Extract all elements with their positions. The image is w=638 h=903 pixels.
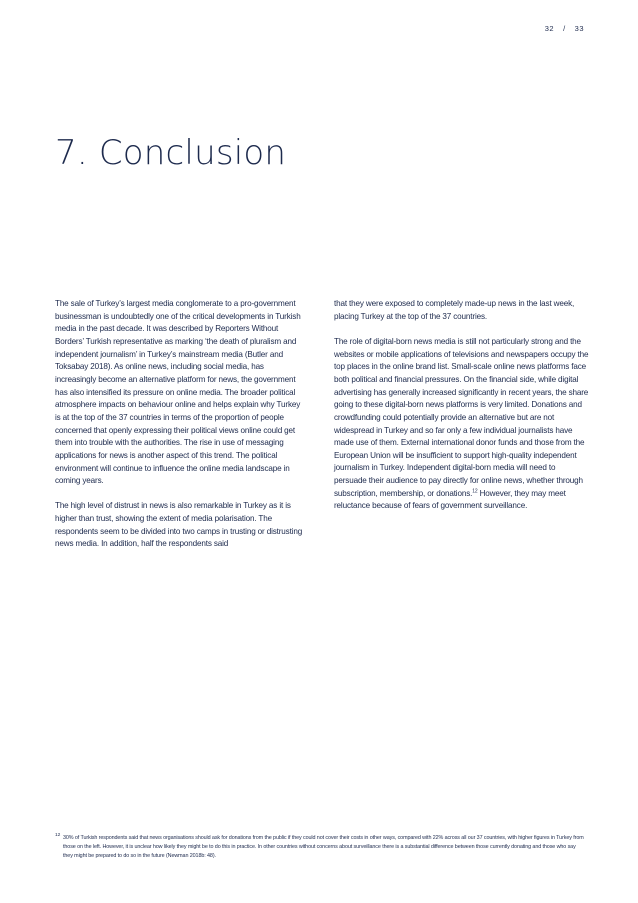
right-paragraph-1: that they were exposed to completely made-up news in the last week, placing Turkey at the top of the 37 countries. — [334, 299, 575, 321]
footnote-text: 30% of Turkish respondents said that news organisations should ask for donations from the public if they could not cover their costs in other ways, compared with 22% across all our 37 countries, with higher figures in Turkey from those on the left. However, it is unclear how likely they might be to do this in practice. In other countries without concerns about surveillance there is a substantial difference between those currently donating and those who say they might be prepared to do so in the future (Newman 2018b: 48). — [63, 835, 584, 859]
footnote-reference[interactable]: 12 — [472, 488, 478, 495]
left-paragraph-1: The sale of Turkey’s largest media conglomerate to a pro-government businessman is undoubtedly one of the critical developments in Turkish media in the past decade. It was described by Reporters Without Borders’ Turkish representative as marking ‘the death of pluralism and independent journalism’ in Turkey’s mainstream media (Butler and Toksabay 2018). As online news, including social media, has increasingly become an alternative platform for news, the government has also intensified its pressure on online media. The broader political atmosphere impacts on behaviour online and helps explain why Turkey is at the top of the 37 countries in terms of the proportion of people concerned that openly expressing their political views online could get them into trouble with the authorities. The rise in use of messaging applications for news is another aspect of this trend. The political environment will continue to influence the online media landscape in coming years. — [55, 299, 301, 486]
page-number-separator: / — [563, 24, 566, 33]
left-column — [55, 298, 307, 564]
page-numbers — [545, 24, 584, 33]
right-paragraph-2-closing: However, they may meet reluctance because of fears of government surveillance. — [334, 488, 566, 511]
left-paragraph-2: The high level of distrust in news is also remarkable in Turkey as it is higher than trust, showing the extent of media polarisation. The respondents seem to be divided into two camps in trusting or distrusting news media. In addition, half the respondents said — [55, 501, 303, 549]
right-column — [334, 298, 590, 526]
page-number-left: 32 — [544, 24, 555, 33]
page-title: 7. Conclusion — [55, 133, 287, 173]
footnote — [55, 834, 585, 860]
page-number-right: 33 — [574, 24, 584, 33]
right-paragraph-2-text: The role of digital-born news media is still not particularly strong and the websites or mobile applications of televisions and newspapers occupy the top places in the online brand list. Small-scale online news platforms face both political and financial pressures. On the financial side, while digital advertising has generally increased significantly in recent years, the share going to these digital-born news platforms is very limited. Donations and crowdfunding could potentially provide an alternative but are not widespread in Turkey and so far only a few individual journalists have made use of them. External international donor funds and those from the European Union will be insufficient to support high-quality independent journalism in Turkey. Independent digital-born media will need to persuade their audience to pay directly for online news, whether through subscription, membership, or donations. — [334, 336, 589, 498]
right-paragraph-2 — [334, 336, 590, 513]
footnote-marker: 12 — [55, 833, 61, 838]
